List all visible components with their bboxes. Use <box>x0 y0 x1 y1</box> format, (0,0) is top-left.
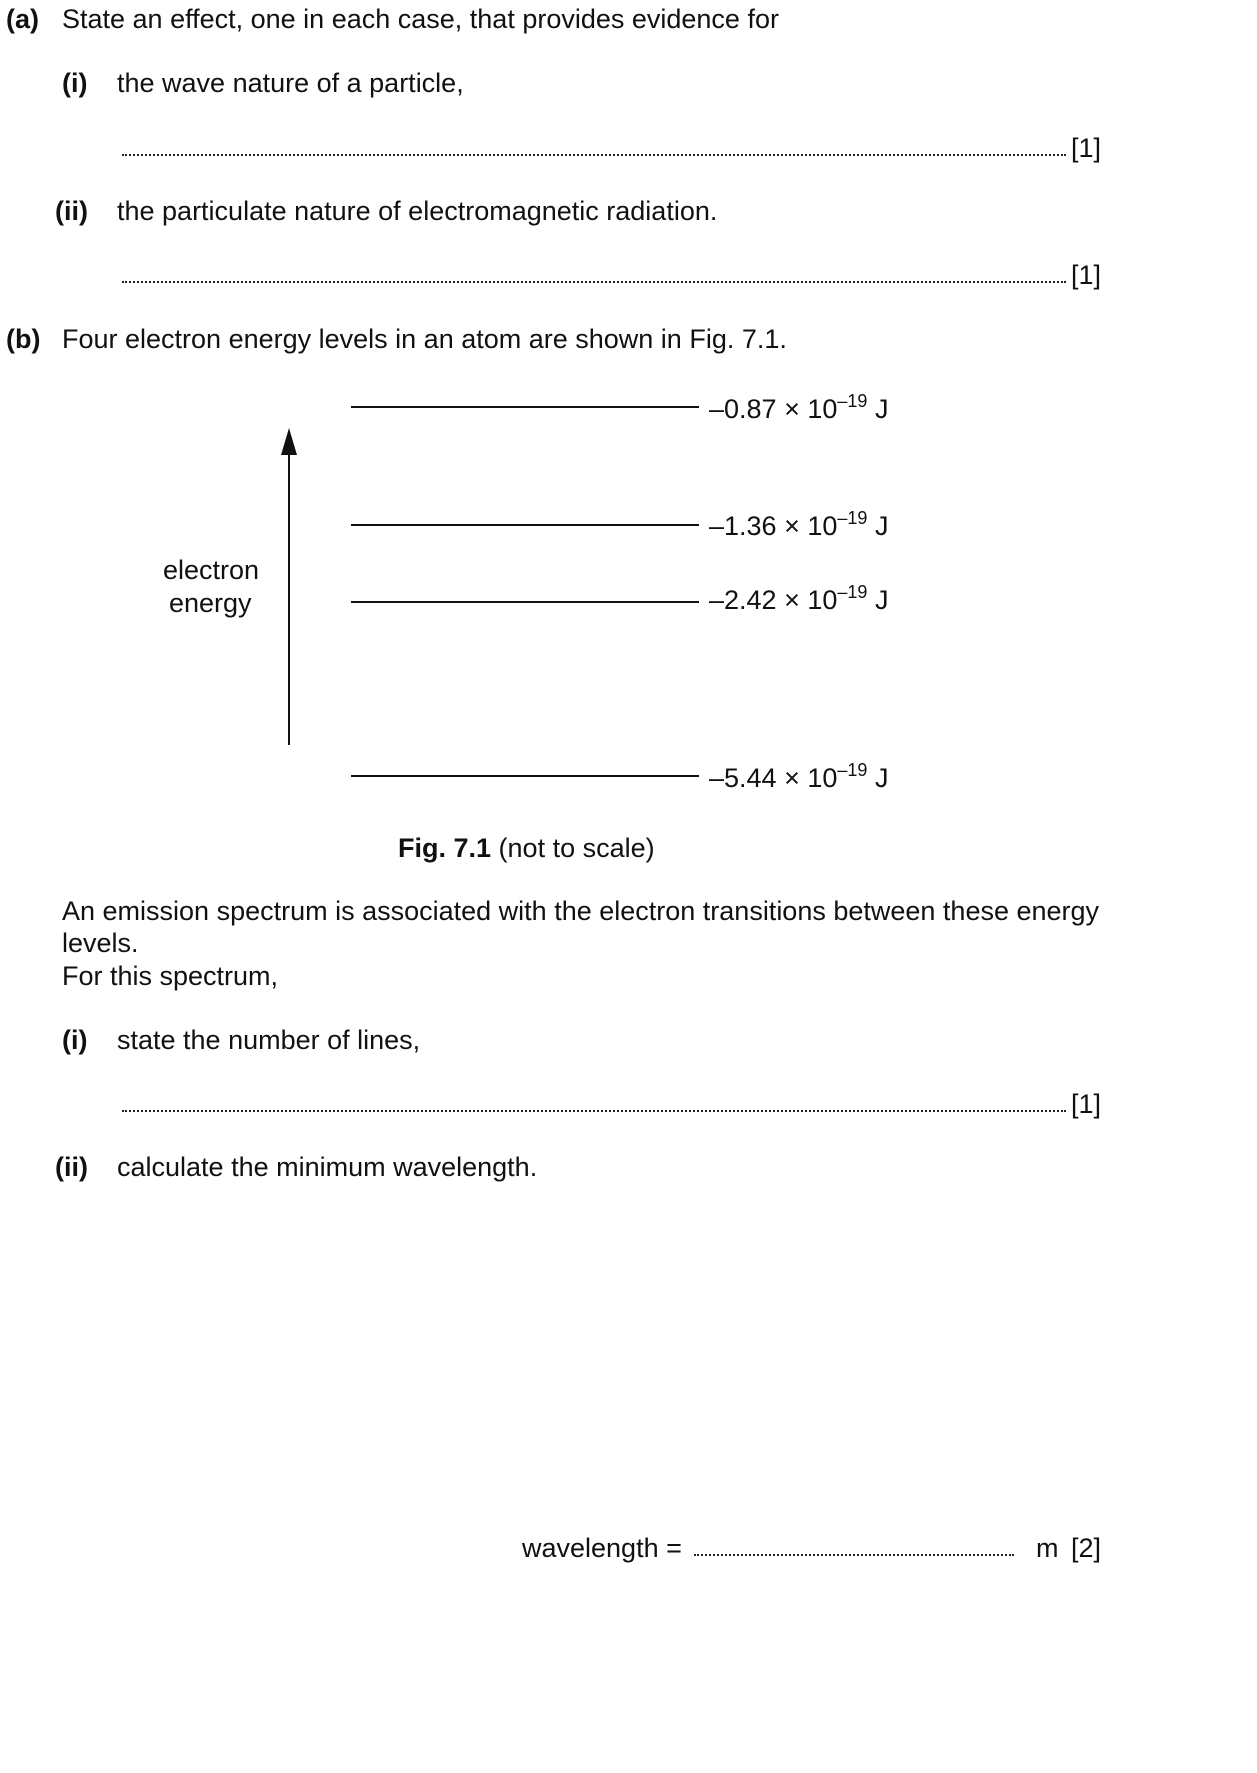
energy-arrow-head <box>281 428 297 455</box>
part-b-paragraph-line-2: levels. <box>62 928 139 958</box>
part-b-stem: Four electron energy levels in an atom are shown in Fig. 7.1. <box>62 324 787 354</box>
energy-level-label-1: $-0.87 \times 10^{-19}$ J <box>709 391 889 424</box>
energy-level-label-3: $-2.42 \times 10^{-19}$ J <box>709 582 889 615</box>
part-b-ii-question: calculate the minimum wavelength. <box>117 1152 538 1182</box>
wavelength-unit: m <box>1036 1533 1059 1563</box>
part-a-ii-question: the particulate nature of electromagnetic radiation. <box>117 196 718 226</box>
axis-label-energy: energy <box>169 588 252 618</box>
part-a-i-question: the wave nature of a particle, <box>117 68 464 98</box>
part-b-i-question: state the number of lines, <box>117 1025 421 1055</box>
part-a-label: (a) <box>6 4 39 34</box>
part-b-paragraph-line-3: For this spectrum, <box>62 961 279 991</box>
energy-level-line-2 <box>351 524 699 526</box>
part-b-i-label: (i) <box>62 1025 88 1055</box>
answer-line-b-i[interactable] <box>122 1110 1066 1112</box>
axis-label-electron: electron <box>163 555 260 585</box>
part-b-paragraph-line-1: An emission spectrum is associated with the electron transitions between these energy <box>62 896 1100 926</box>
wavelength-answer-prefix: wavelength = <box>522 1533 682 1563</box>
part-b-ii-label: (ii) <box>55 1152 88 1182</box>
marks-a-ii: [1] <box>1071 260 1102 290</box>
marks-b-ii: [2] <box>1071 1533 1102 1563</box>
part-a-i-label: (i) <box>62 68 88 98</box>
figure-caption: Fig. 7.1 (not to scale) <box>398 833 655 863</box>
part-b-label: (b) <box>6 324 41 354</box>
energy-level-line-3 <box>351 601 699 603</box>
marks-a-i: [1] <box>1071 133 1102 163</box>
wavelength-answer-line[interactable] <box>694 1554 1014 1556</box>
marks-b-i: [1] <box>1071 1089 1102 1119</box>
energy-level-label-4: $-5.44 \times 10^{-19}$ J <box>709 760 889 793</box>
energy-level-line-1 <box>351 406 699 408</box>
part-a-ii-label: (ii) <box>55 196 88 226</box>
energy-level-label-2: $-1.36 \times 10^{-19}$ J <box>709 508 889 541</box>
energy-level-line-4 <box>351 775 699 777</box>
part-a-stem: State an effect, one in each case, that provides evidence for <box>62 4 779 34</box>
